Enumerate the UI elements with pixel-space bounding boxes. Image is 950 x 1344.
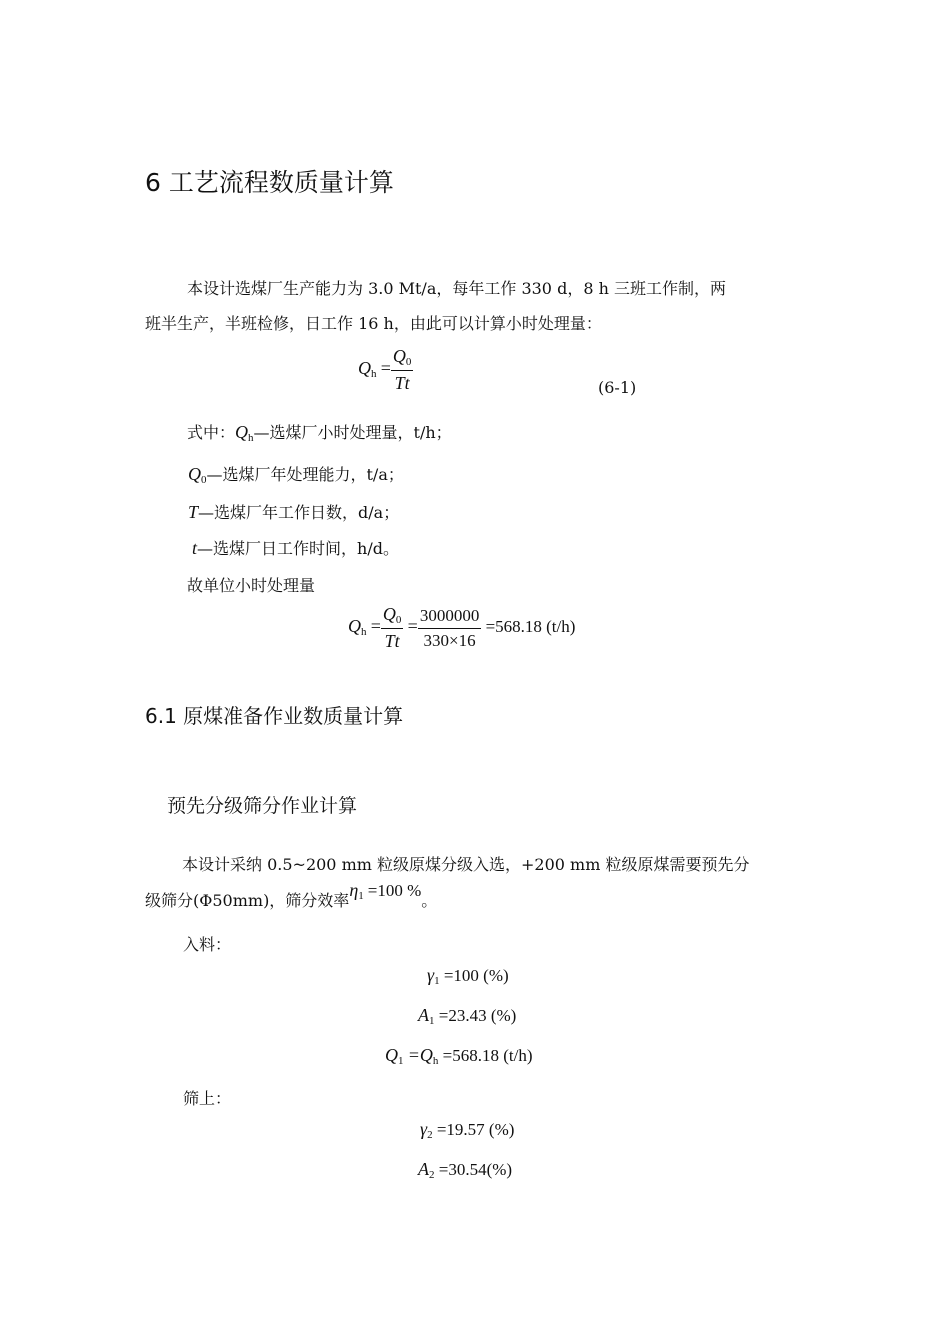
eq2-num1: Q — [382, 604, 396, 624]
eq2-den2: 330×16 — [423, 630, 476, 650]
paragraph-line: 本设计采纳 0.5~200 mm 粒级原煤分级入选，+200 mm 粒级原煤需要预先分 — [182, 855, 750, 874]
oversize-gamma — [420, 1119, 514, 1141]
eq1-fraction — [391, 346, 414, 394]
equation-6-1 — [358, 346, 413, 394]
eq1-den: Tt — [394, 373, 410, 393]
gamma-value: =100 (%) — [443, 966, 509, 985]
section-heading: 6.1 原煤准备作业数质量计算 — [145, 704, 404, 728]
q-mid: =Q — [407, 1045, 433, 1065]
oversize-ash — [418, 1159, 512, 1181]
q-value: =568.18 (t/h) — [442, 1046, 533, 1065]
oversize-label: 筛上： — [183, 1089, 232, 1108]
q-symbol: Q — [385, 1045, 398, 1065]
conclusion-line: 故单位小时处理量 — [187, 576, 316, 595]
ash-symbol: A — [418, 1159, 429, 1179]
where-intro: 式中： — [187, 423, 236, 442]
ash-sub: 2 — [429, 1169, 435, 1181]
gamma-symbol: γ — [420, 1119, 428, 1139]
q-mid-sub: h — [432, 1055, 439, 1067]
eq2-fraction-numeric — [418, 606, 482, 651]
equation-label: (6-1) — [598, 378, 637, 397]
where-symbol-sub: h — [248, 432, 254, 444]
subsection-heading: 预先分级筛分作业计算 — [167, 795, 358, 817]
paragraph-end: 。 — [421, 891, 438, 910]
eq2-num2: 3000000 — [418, 606, 482, 629]
where-symbol: T — [188, 502, 199, 522]
feed-gamma — [427, 965, 509, 987]
paragraph-text: 级筛分(Φ50mm)，筛分效率 — [145, 891, 350, 910]
where-symbol: t — [192, 538, 198, 558]
equation-hourly — [348, 604, 575, 652]
where-desc: —选煤厂年处理能力，t/a； — [206, 465, 404, 484]
where-symbol-sub: 0 — [201, 474, 207, 486]
where-item — [188, 462, 404, 486]
eta-symbol: η — [349, 880, 359, 900]
where-desc: —选煤厂年工作日数，d/a； — [198, 503, 400, 522]
gamma-value: =19.57 (%) — [436, 1120, 515, 1139]
paragraph-line: 本设计选煤厂生产能力为 3.0 Mt/a，每年工作 330 d，8 h 三班工作制，两 — [187, 279, 726, 298]
eta-sub: 1 — [358, 890, 364, 902]
paragraph-line: 班半生产，半班检修，日工作 16 h，由此可以计算小时处理量： — [145, 314, 602, 333]
feed-quantity — [385, 1045, 533, 1067]
eta-value: =100 % — [367, 881, 422, 900]
eq2-den1: Tt — [384, 631, 400, 651]
eq2-fraction-symbolic — [381, 604, 404, 652]
where-desc: —选煤厂日工作时间，h/d。 — [197, 539, 399, 558]
eq2-equals: = — [370, 615, 381, 636]
chapter-heading: 6 工艺流程数质量计算 — [145, 168, 394, 197]
paragraph-line — [145, 880, 438, 912]
ash-value: =30.54(%) — [438, 1160, 513, 1179]
ash-value: =23.43 (%) — [438, 1006, 517, 1025]
where-item — [188, 500, 399, 523]
where-symbol: Q — [235, 422, 249, 442]
eq2-result: =568.18 (t/h) — [485, 616, 576, 636]
where-item — [187, 420, 452, 444]
where-symbol: Q — [188, 464, 201, 484]
gamma-symbol: γ — [427, 965, 435, 985]
eq2-equals: = — [407, 615, 418, 636]
where-desc: —选煤厂小时处理量，t/h； — [253, 423, 452, 442]
where-item — [192, 536, 399, 559]
eq2-num1-sub: 0 — [395, 614, 402, 626]
eq1-lhs-sub: h — [371, 367, 377, 380]
q-sub: 1 — [398, 1055, 404, 1067]
eq1-num: Q — [392, 346, 406, 366]
feed-ash — [418, 1005, 516, 1027]
eq1-equals: = — [380, 357, 391, 378]
eq2-lhs-sub: h — [361, 625, 367, 638]
ash-symbol: A — [418, 1005, 429, 1025]
feed-label: 入料： — [183, 935, 232, 954]
gamma-sub: 2 — [427, 1129, 433, 1141]
eq2-lhs: Q — [348, 615, 361, 636]
eq1-lhs: Q — [358, 357, 371, 378]
gamma-sub: 1 — [434, 975, 440, 987]
ash-sub: 1 — [429, 1015, 435, 1027]
eq1-num-sub: 0 — [405, 356, 412, 368]
